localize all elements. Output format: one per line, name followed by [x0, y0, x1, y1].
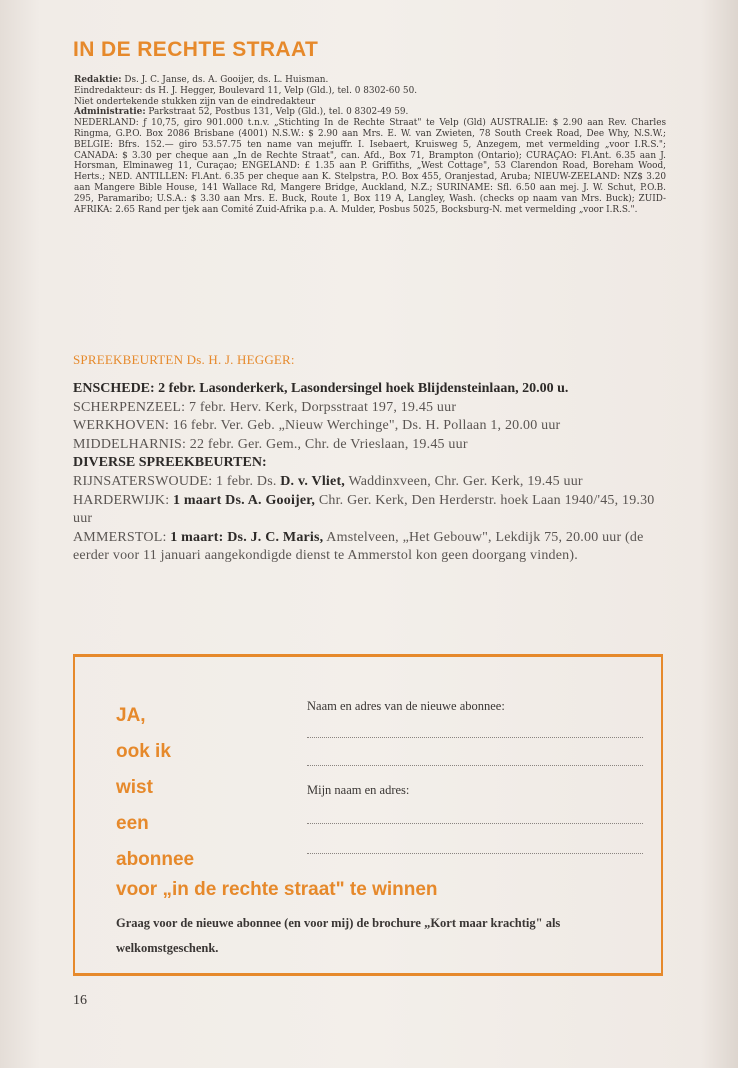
- lecture-rijnsaterswoude: [73, 473, 667, 492]
- ammerstol-place: AMMERSTOL:: [73, 529, 171, 545]
- rijnsaterswoude-details: Waddinxveen, Chr. Ger. Kerk, 19.45 uur: [345, 473, 583, 489]
- coupon-word-ook: ook ik: [116, 741, 171, 762]
- rijnsaterswoude-speaker: D. v. Vliet,: [280, 473, 346, 489]
- own-address-label: Mijn naam en adres:: [307, 783, 410, 797]
- harderwijk-details: Chr. Ger. Kerk, Den Herderstr. hoek Laan 1940/'45, 19.30 uur: [73, 492, 655, 527]
- new-subscriber-line-1[interactable]: [307, 737, 643, 738]
- section-heading: SPREEKBEURTEN Ds. H. J. HEGGER:: [73, 352, 295, 367]
- eindredakteur-line: Eindredakteur: ds H. J. Hegger, Boulevard 11, Velp (Gld.), tel. 0 8302-60 50.: [74, 85, 418, 96]
- redaktie-label: Redaktie:: [74, 75, 122, 85]
- new-subscriber-line-2[interactable]: [307, 765, 643, 766]
- redaktie-line: [74, 75, 666, 86]
- subscription-rates: NEDERLAND: ƒ 10,75, giro 901.000 t.n.v. „Stichting In de Rechte Straat" te Velp (Gld) AUSTRALIE: $ 2.90 aan Rev. Charles Ringma, G.P.O. Box 2086 Brisbane (4001) N.S.W.: $ 2.90 aan Mrs. E. W. van Zwieten, 78 South Creek Road, Dee Why, N.S.W.; BELGIE: Bfrs. 152.— giro 53.57.75 ten name van mejuffr. I. Isebaert, Kruisweg 5, Anzegem, met vermelding „voor I.R.S."; CANADA: $ 3.30 per cheque aan „In de Rechte Straat", can. Afd., Box 71, Brampton (Ontario); CURAÇAO: Fl.Ant. 6.35 aan J. Horsman, Elminaweg 11, Curaçao; ENGELAND: £ 1.35 aan P. Griffiths, „West Cottage", 53 Clarendon Road, Boreham Wood, Herts.; NED. ANTILLEN: Fl.Ant. 6.35 per cheque aan K. Stelpstra, P.O. Box 455, Oranjestad, Aruba; NIEUW-ZEELAND: NZ$ 3.20 aan Mangere Bible House, 141 Wallace Rd, Mangere Bridge, Auckland, N.Z.; SURINAME: Sfl. 6.50 aan mej. J. W. Schut, P.O.B. 295, Paramaribo; U.S.A.: $ 3.30 aan Mrs. E. Buck, Route 1, Box 119 A, Langley, Wash. (checks op naam van Mrs. Buck); ZUID-AFRIKA: 2.65 Rand per tjek aan Comité Zuid-Afrika p.a. A. Mulder, Posbus 5025, Bocksburg-N. met vermelding „voor I.R.S.".: [74, 118, 666, 215]
- subscription-coupon: [73, 654, 663, 976]
- administratie-line: [74, 107, 666, 118]
- lecture-scherpenzeel: SCHERPENZEEL: 7 febr. Herv. Kerk, Dorpsstraat 197, 19.45 uur: [73, 399, 457, 415]
- coupon-word-ja: JA,: [116, 705, 146, 726]
- coupon-word-abonnee: abonnee: [116, 849, 195, 870]
- administratie-label: Administratie:: [74, 107, 146, 118]
- lecture-werkhoven: WERKHOVEN: 16 febr. Ver. Geb. „Nieuw Werchinge", Ds. H. Pollaan 1, 20.00 uur: [73, 418, 561, 434]
- administratie-address: Parkstraat 52, Postbus 131, Velp (Gld.), tel. 0 8302-49 59.: [145, 107, 409, 118]
- masthead: [74, 75, 666, 215]
- ammerstol-details: Amstelveen, „Het Gebouw", Lekdijk 75, 20.00 uur (de eerder voor 11 januari aangekondigde dienst te Ammerstol kon geen doorgang vinden).: [73, 529, 644, 564]
- own-address-line-1[interactable]: [307, 823, 643, 824]
- new-subscriber-label: Naam en adres van de nieuwe abonnee:: [307, 699, 505, 713]
- redaktie-names: Ds. J. C. Janse, ds. A. Gooijer, ds. L. Huisman.: [121, 75, 329, 85]
- coupon-word-een: een: [116, 813, 149, 834]
- coupon-word-wist: wist: [116, 777, 153, 798]
- harderwijk-place: HARDERWIJK:: [73, 492, 174, 508]
- lecture-harderwijk: [73, 492, 667, 529]
- lecture-list: [73, 380, 667, 566]
- masthead-note: Niet ondertekende stukken zijn van de eindredakteur: [74, 96, 316, 107]
- harderwijk-speaker: 1 maart Ds. A. Gooijer,: [173, 492, 316, 508]
- coupon-tagline: voor „in de rechte straat" te winnen: [116, 879, 438, 900]
- lecture-enschede: ENSCHEDE: 2 febr. Lasonderkerk, Lasondersingel hoek Blijdensteinlaan, 20.00 u.: [73, 381, 569, 396]
- page-number: 16: [73, 993, 87, 1008]
- lecture-ammerstol: [73, 529, 667, 566]
- rijnsaterswoude-place: RIJNSATERSWOUDE: 1 febr. Ds.: [73, 473, 281, 489]
- coupon-footer: Graag voor de nieuwe abonnee (en voor mij) de brochure „Kort maar krachtig" als welkomstgeschenk.: [116, 916, 561, 955]
- page-title: IN DE RECHTE STRAAT: [73, 38, 319, 61]
- diverse-heading: DIVERSE SPREEKBEURTEN:: [73, 455, 267, 471]
- lecture-middelharnis: MIDDELHARNIS: 22 febr. Ger. Gem., Chr. de Vrieslaan, 19.45 uur: [73, 436, 468, 452]
- own-address-line-2[interactable]: [307, 853, 643, 854]
- ammerstol-speaker: 1 maart: Ds. J. C. Maris,: [170, 529, 324, 545]
